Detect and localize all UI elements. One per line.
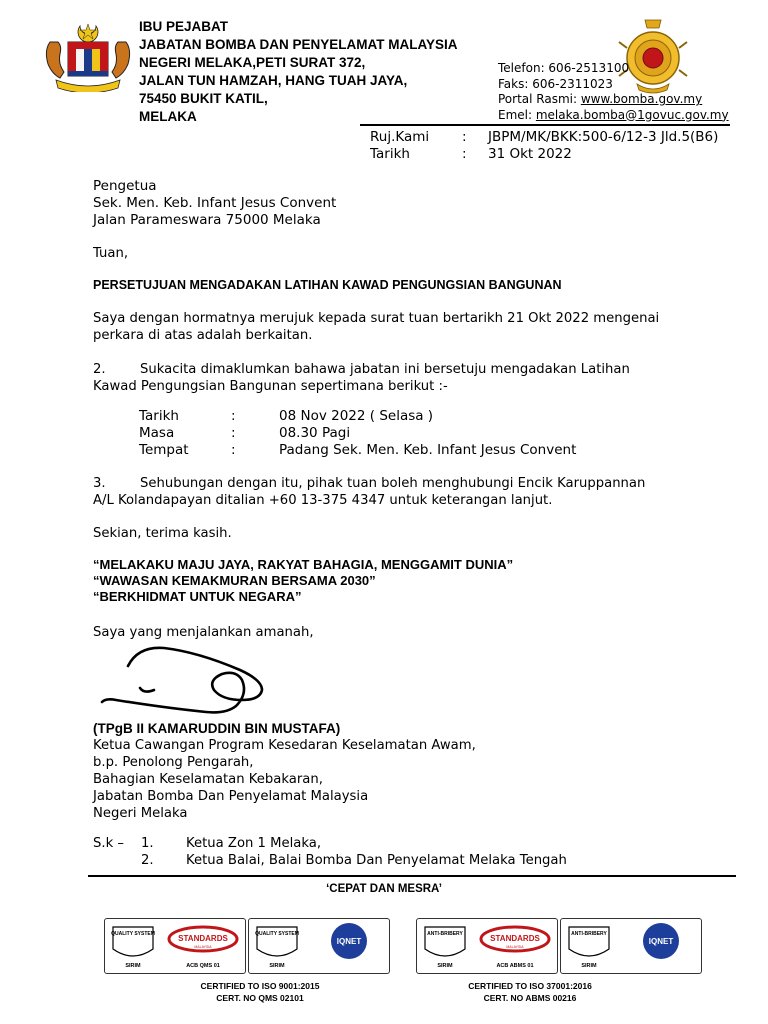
- paragraph-number: 2.: [93, 362, 106, 377]
- standards-text: STANDARDS: [178, 934, 228, 943]
- detail-row: [139, 408, 699, 425]
- anti-bribery-text: ANTI-BRIBERY: [571, 931, 607, 937]
- ruj-value: JBPM/MK/BKK:500-6/12-3 Jld.5(B6): [488, 129, 719, 145]
- detail-label: Masa: [139, 425, 175, 441]
- contact-info: [498, 61, 738, 123]
- sirim-text: SIRIM: [125, 963, 141, 969]
- standards-text: STANDARDS: [490, 934, 540, 943]
- portal-line: [498, 92, 738, 108]
- acb-abms-text: ACB ABMS 01: [496, 963, 534, 969]
- letterhead-address: [139, 18, 499, 126]
- anti-bribery-text: ANTI-BRIBERY: [427, 931, 463, 937]
- quality-system-badge: [104, 918, 246, 974]
- signatory-line: Bahagian Keselamatan Kebakaran,: [93, 772, 323, 787]
- paragraph-1: [93, 310, 683, 344]
- signatory-line: Jabatan Bomba Dan Penyelamat Malaysia: [93, 789, 369, 804]
- copy-to-row: [93, 835, 713, 852]
- detail-colon: :: [231, 425, 236, 441]
- fax-number: Faks: 606-2311023: [498, 76, 613, 91]
- ruj-label: Ruj.Kami: [370, 129, 430, 145]
- event-details: [139, 408, 699, 459]
- copy-to-number: 1.: [141, 836, 154, 851]
- salutation: Tuan,: [93, 246, 129, 261]
- detail-colon: :: [231, 442, 236, 458]
- paragraph-line: perkara di atas adalah berkaitan.: [93, 328, 313, 343]
- iqnet-badge-1: [248, 918, 390, 974]
- copy-to-list: [93, 835, 713, 869]
- detail-value: 08.30 Pagi: [279, 425, 351, 441]
- paragraph-2: [93, 361, 683, 395]
- letterhead-line: JABATAN BOMBA DAN PENYELAMAT MALAYSIA: [139, 37, 458, 52]
- signatory-line: Negeri Melaka: [93, 806, 188, 821]
- letterhead-line: MELAKA: [139, 109, 197, 124]
- header-divider: [360, 124, 730, 126]
- paragraph-line: Saya dengan hormatnya merujuk kepada surat tuan bertarikh 21 Okt 2022 mengenai: [93, 311, 660, 326]
- date-row: [370, 146, 740, 163]
- portal-link[interactable]: www.bomba.gov.my: [580, 92, 703, 106]
- email-label: Emel:: [498, 107, 536, 122]
- mottos: [93, 557, 513, 605]
- signatory-line: b.p. Penolong Pengarah,: [93, 755, 254, 770]
- quality-system-text: QUALITY SYSTEM: [255, 931, 299, 937]
- paragraph-line: Kawad Pengungsian Bangunan sepertimana berikut :-: [93, 379, 448, 394]
- anti-bribery-badge: [416, 918, 558, 974]
- tarikh-value: 31 Okt 2022: [488, 146, 572, 162]
- signatory-block: [93, 720, 476, 822]
- malaysia-text: MALAYSIA: [194, 945, 212, 949]
- portal-label: Portal Rasmi:: [498, 92, 581, 106]
- motto-line: “BERKHIDMAT UNTUK NEGARA”: [93, 589, 302, 604]
- paragraph-text: Sukacita dimaklumkan bahawa jabatan ini bersetuju mengadakan Latihan: [140, 362, 630, 377]
- paragraph-number: 3.: [93, 476, 106, 491]
- copy-to-row: [93, 852, 713, 869]
- phone-number: Telefon: 606-2513100: [498, 61, 630, 75]
- cert-standard: CERTIFIED TO ISO 37001:2016: [468, 981, 592, 991]
- copy-to-text: Ketua Balai, Balai Bomba Dan Penyelamat Melaka Tengah: [186, 853, 567, 868]
- copy-to-label: S.k –: [93, 836, 124, 851]
- detail-row: [139, 425, 699, 442]
- letterhead-line: 75450 BUKIT KATIL,: [139, 91, 268, 106]
- cert-caption-1: [170, 980, 350, 1004]
- recipient-line: Sek. Men. Keb. Infant Jesus Convent: [93, 195, 337, 211]
- cert-caption-2: [440, 980, 620, 1004]
- recipient-line: Jalan Parameswara 75000 Melaka: [93, 212, 321, 228]
- copy-to-text: Ketua Zon 1 Melaka,: [186, 836, 322, 851]
- paragraph-line: [93, 361, 683, 378]
- cert-number: CERT. NO QMS 02101: [216, 993, 304, 1003]
- sirim-text: SIRIM: [437, 963, 453, 969]
- paragraph-3: [93, 475, 683, 509]
- iqnet-badge-2: [560, 918, 702, 974]
- malaysia-coat-of-arms-logo: [44, 22, 132, 92]
- letterhead-line: IBU PEJABAT: [139, 19, 229, 34]
- email-link[interactable]: melaka.bomba@1govuc.gov.my: [535, 107, 729, 122]
- quality-system-text: QUALITY SYSTEM: [111, 931, 155, 937]
- copy-to-number: 2.: [141, 853, 154, 868]
- reference-row: [370, 129, 740, 146]
- sirim-text: SIRIM: [269, 963, 285, 969]
- detail-label: Tempat: [139, 442, 189, 458]
- malaysia-text: MALAYSIA: [506, 945, 524, 949]
- detail-colon: :: [231, 408, 236, 424]
- paragraph-line: A/L Kolandapayan ditalian +60 13-375 4347 untuk keterangan lanjut.: [93, 493, 553, 508]
- recipient-line: Pengetua: [93, 178, 157, 194]
- cert-standard: CERTIFIED TO ISO 9001:2015: [200, 981, 320, 991]
- iqnet-text: IQNET: [648, 937, 674, 946]
- certification-badges: [104, 918, 704, 978]
- paragraph-line: [93, 475, 683, 492]
- iqnet-text: IQNET: [336, 937, 362, 946]
- recipient-address: [93, 178, 336, 229]
- subject-line: PERSETUJUAN MENGADAKAN LATIHAN KAWAD PENGUNGSIAN BANGUNAN: [93, 278, 562, 292]
- amanah-line: Saya yang menjalankan amanah,: [93, 625, 314, 640]
- letterhead-line: JALAN TUN HAMZAH, HANG TUAH JAYA,: [139, 73, 408, 88]
- cert-number: CERT. NO ABMS 00216: [483, 993, 577, 1003]
- signatory-name: (TPgB II KAMARUDDIN BIN MUSTAFA): [93, 721, 341, 736]
- closing-line: Sekian, terima kasih.: [93, 526, 232, 541]
- paragraph-text: Sehubungan dengan itu, pihak tuan boleh menghubungi Encik Karuppannan: [140, 476, 646, 491]
- letterhead-line: NEGERI MELAKA,PETI SURAT 372,: [139, 55, 366, 70]
- detail-value: 08 Nov 2022 ( Selasa ): [279, 408, 434, 424]
- footer-slogan: ‘CEPAT DAN MESRA’: [326, 883, 442, 895]
- detail-value: Padang Sek. Men. Keb. Infant Jesus Convent: [279, 442, 577, 458]
- handwritten-signature: [100, 628, 300, 718]
- footer-divider: [88, 875, 736, 877]
- detail-row: [139, 442, 699, 459]
- tarikh-label: Tarikh: [370, 146, 410, 162]
- detail-label: Tarikh: [139, 408, 179, 424]
- sirim-text: SIRIM: [581, 963, 597, 969]
- ruj-colon: :: [462, 129, 467, 145]
- tarikh-colon: :: [462, 146, 467, 162]
- email-line: [498, 108, 738, 124]
- motto-line: “WAWASAN KEMAKMURAN BERSAMA 2030”: [93, 573, 376, 588]
- motto-line: “MELAKAKU MAJU JAYA, RAKYAT BAHAGIA, MENGGAMIT DUNIA”: [93, 557, 514, 572]
- reference-block: [370, 129, 740, 163]
- signatory-line: Ketua Cawangan Program Kesedaran Keselamatan Awam,: [93, 738, 476, 753]
- acb-qms-text: ACB QMS 01: [186, 963, 220, 969]
